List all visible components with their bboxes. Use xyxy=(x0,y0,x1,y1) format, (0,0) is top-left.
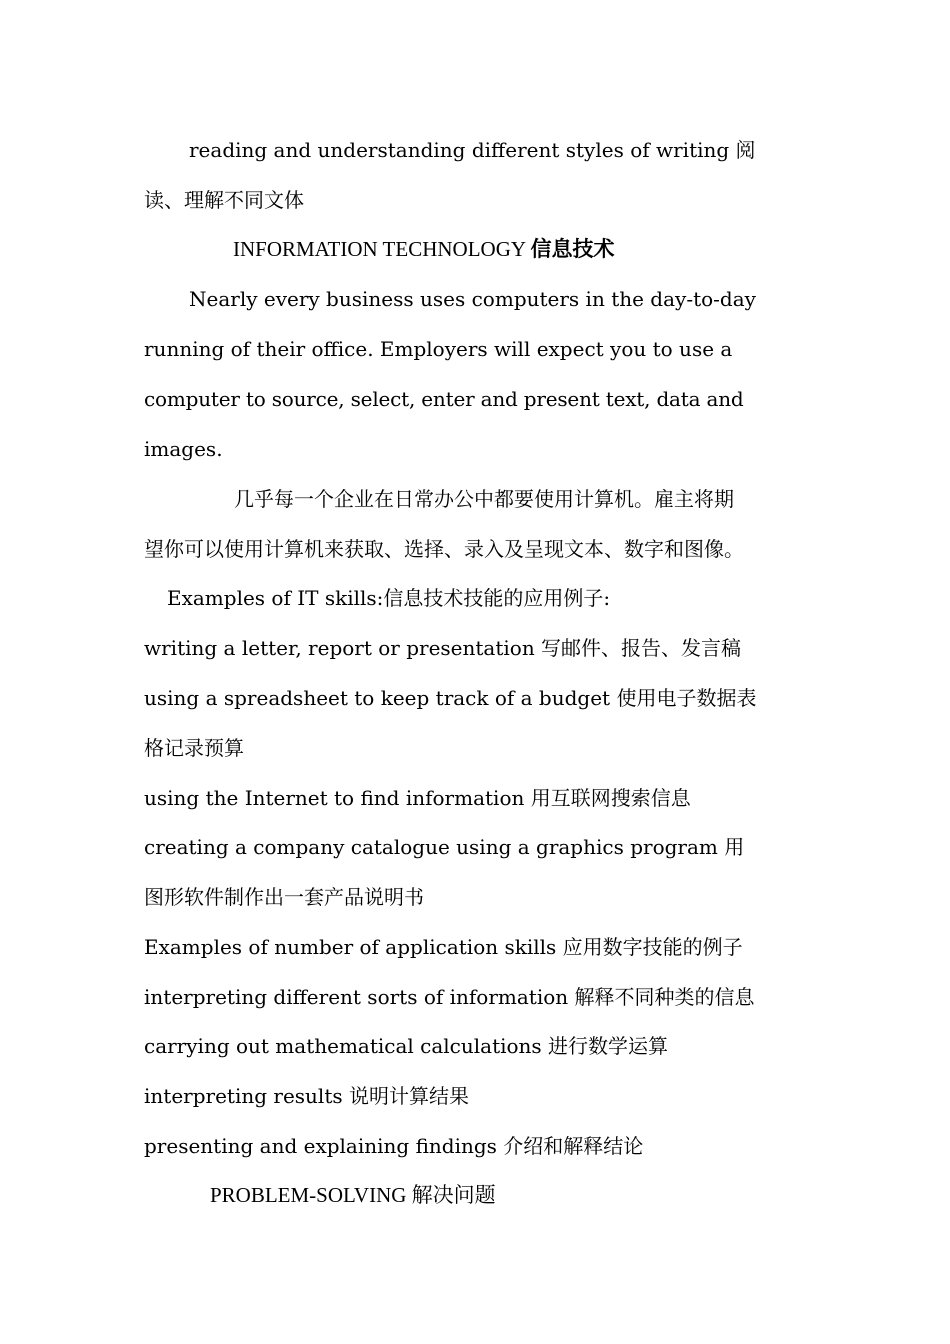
number-examples-title: Examples of number of application skills 应用数字技能的例子 xyxy=(144,935,743,959)
paragraph-it-chinese-line-2: 望你可以使用计算机来获取、选择、录入及呈现文本、数字和图像。 xyxy=(144,537,744,561)
it-example-item-continued: 格记录预算 xyxy=(144,736,244,760)
paragraph-it-line-1: Nearly every business uses computers in the day-to-day xyxy=(189,287,756,311)
it-example-item: using the Internet to find information 用互联网搜索信息 xyxy=(144,786,691,810)
it-examples-title: Examples of IT skills:信息技术技能的应用例子: xyxy=(167,586,611,610)
paragraph-it-line-4: images. xyxy=(144,437,223,461)
number-example-item: interpreting different sorts of information 解释不同种类的信息 xyxy=(144,985,755,1009)
paragraph-it-line-3: computer to source, select, enter and present text, data and xyxy=(144,387,744,411)
paragraph-reading-line-1: reading and understanding different styles of writing 阅 xyxy=(189,138,756,162)
it-example-item-continued: 图形软件制作出一套产品说明书 xyxy=(144,885,424,909)
number-example-item: presenting and explaining findings 介绍和解释结论 xyxy=(144,1134,644,1158)
paragraph-it-line-2: running of their office. Employers will expect you to use a xyxy=(144,337,733,361)
heading-it-chinese: 信息技术 xyxy=(530,237,615,261)
number-example-item: interpreting results 说明计算结果 xyxy=(144,1084,469,1108)
it-example-item: creating a company catalogue using a graphics program 用 xyxy=(144,835,745,859)
heading-it-english: INFORMATION TECHNOLOGY xyxy=(233,237,531,261)
paragraph-reading-line-2: 读、理解不同文体 xyxy=(144,188,304,212)
it-example-item: using a spreadsheet to keep track of a budget 使用电子数据表 xyxy=(144,686,757,710)
heading-information-technology xyxy=(233,236,615,262)
paragraph-it-chinese-line-1: 几乎每一个企业在日常办公中都要使用计算机。雇主将期 xyxy=(234,487,734,511)
number-example-item: carrying out mathematical calculations 进行数学运算 xyxy=(144,1034,669,1058)
it-example-item: writing a letter, report or presentation 写邮件、报告、发言稿 xyxy=(144,636,742,660)
heading-problem-solving: PROBLEM-SOLVING 解决问题 xyxy=(210,1183,496,1207)
